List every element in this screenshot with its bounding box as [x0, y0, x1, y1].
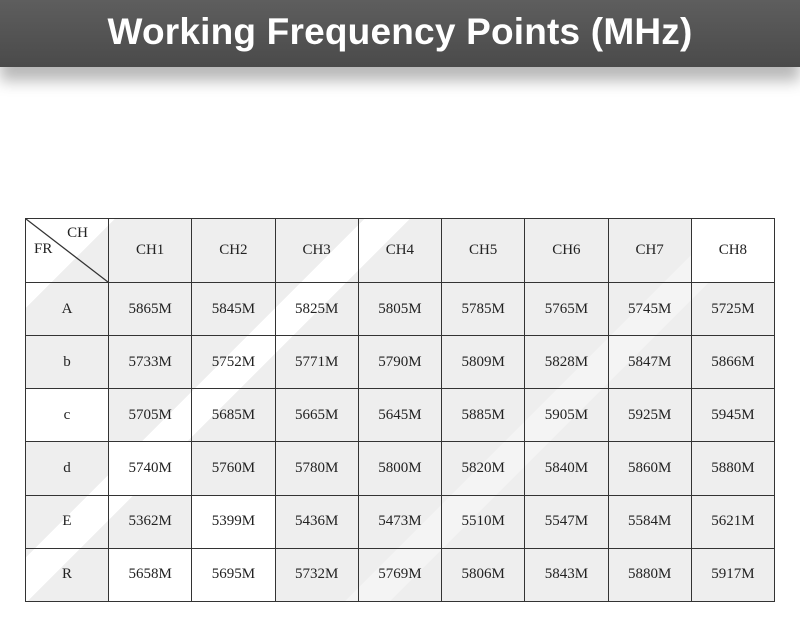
table-cell: 5917M: [691, 548, 774, 601]
table-cell: 5760M: [192, 442, 275, 495]
table-cell: 5645M: [358, 389, 441, 442]
table-cell: 5771M: [275, 336, 358, 389]
table-cell: 5769M: [358, 548, 441, 601]
column-header: CH8: [691, 219, 774, 283]
table-cell: 5843M: [525, 548, 608, 601]
corner-column-label: CH: [67, 225, 88, 241]
table-cell: 5745M: [608, 283, 691, 336]
table-cell: 5473M: [358, 495, 441, 548]
row-label: c: [26, 389, 109, 442]
table-cell: 5828M: [525, 336, 608, 389]
table-cell: 5790M: [358, 336, 441, 389]
table-cell: 5584M: [608, 495, 691, 548]
corner-cell: [26, 219, 109, 283]
table-cell: 5752M: [192, 336, 275, 389]
table-cell: 5845M: [192, 283, 275, 336]
table-cell: 5866M: [691, 336, 774, 389]
table-cell: 5725M: [691, 283, 774, 336]
column-header: CH5: [442, 219, 525, 283]
table-cell: 5765M: [525, 283, 608, 336]
table-row: [26, 336, 775, 389]
table-cell: 5547M: [525, 495, 608, 548]
table-row: [26, 548, 775, 601]
row-label: d: [26, 442, 109, 495]
table-cell: 5705M: [109, 389, 192, 442]
table-cell: 5780M: [275, 442, 358, 495]
table-cell: 5809M: [442, 336, 525, 389]
frequency-table: [25, 218, 775, 602]
table-cell: 5885M: [442, 389, 525, 442]
column-header: CH4: [358, 219, 441, 283]
column-header: CH7: [608, 219, 691, 283]
table-cell: 5362M: [109, 495, 192, 548]
table-cell: 5847M: [608, 336, 691, 389]
column-header: CH3: [275, 219, 358, 283]
table-row: [26, 389, 775, 442]
page-title: Working Frequency Points (MHz): [107, 10, 693, 52]
table-cell: 5399M: [192, 495, 275, 548]
row-label: b: [26, 336, 109, 389]
table-row: [26, 442, 775, 495]
table-cell: 5880M: [608, 548, 691, 601]
table-cell: 5685M: [192, 389, 275, 442]
table-cell: 5732M: [275, 548, 358, 601]
title-banner: [0, 0, 800, 67]
table-cell: 5945M: [691, 389, 774, 442]
frequency-table-container: [25, 218, 775, 602]
row-label: E: [26, 495, 109, 548]
table-cell: 5860M: [608, 442, 691, 495]
table-cell: 5665M: [275, 389, 358, 442]
table-cell: 5925M: [608, 389, 691, 442]
table-cell: 5621M: [691, 495, 774, 548]
column-header: CH1: [109, 219, 192, 283]
table-cell: 5733M: [109, 336, 192, 389]
table-cell: 5695M: [192, 548, 275, 601]
table-cell: 5805M: [358, 283, 441, 336]
table-cell: 5880M: [691, 442, 774, 495]
table-row: [26, 495, 775, 548]
table-cell: 5740M: [109, 442, 192, 495]
table-cell: 5820M: [442, 442, 525, 495]
table-cell: 5905M: [525, 389, 608, 442]
table-row: [26, 283, 775, 336]
table-cell: 5510M: [442, 495, 525, 548]
header-row: [26, 219, 775, 283]
table-cell: 5658M: [109, 548, 192, 601]
table-cell: 5785M: [442, 283, 525, 336]
table-cell: 5436M: [275, 495, 358, 548]
table-cell: 5806M: [442, 548, 525, 601]
table-cell: 5825M: [275, 283, 358, 336]
table-cell: 5800M: [358, 442, 441, 495]
column-header: CH6: [525, 219, 608, 283]
corner-row-label: FR: [34, 241, 53, 257]
column-header: CH2: [192, 219, 275, 283]
row-label: R: [26, 548, 109, 601]
row-label: A: [26, 283, 109, 336]
table-cell: 5865M: [109, 283, 192, 336]
table-cell: 5840M: [525, 442, 608, 495]
